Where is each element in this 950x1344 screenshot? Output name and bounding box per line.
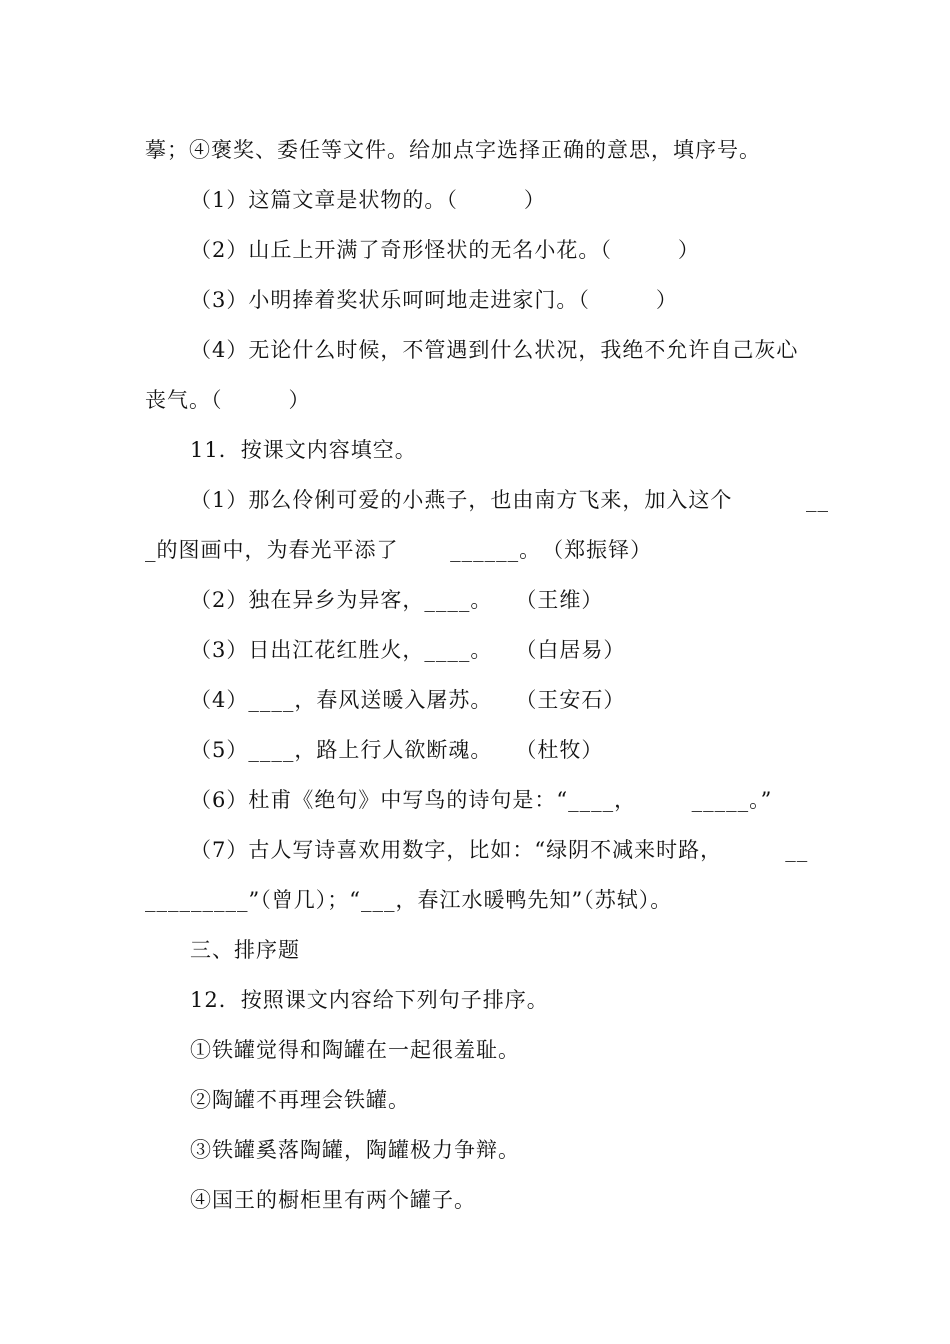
question-heading: 12．按照课文内容给下列句子排序。 xyxy=(190,988,549,1012)
question-item: （3）小明捧着奖状乐呵呵地走进家门。（ ） xyxy=(190,288,678,312)
question-item: （5）____，路上行人欲断魂。 （杜牧） xyxy=(190,738,604,762)
text-line: _的图画中，为春光平添了 ______。 （郑振铎） xyxy=(145,538,653,562)
question-item: （3）日出江花红胜火，____。 （白居易） xyxy=(190,638,626,662)
question-item: （7）古人写诗喜欢用数字，比如：“绿阴不减来时路， __ xyxy=(190,838,809,862)
question-item: （6）杜甫《绝句》中写鸟的诗句是：“____， _____。” xyxy=(190,788,773,812)
question-heading: 11．按课文内容填空。 xyxy=(190,438,417,462)
sort-item: ②陶罐不再理会铁罐。 xyxy=(190,1088,410,1112)
question-item: （2）山丘上开满了奇形怪状的无名小花。（ ） xyxy=(190,238,700,262)
sort-item: ④国王的橱柜里有两个罐子。 xyxy=(190,1188,476,1212)
question-item: （2）独在异乡为异客，____。 （王维） xyxy=(190,588,604,612)
question-item: （4）____，春风送暖入屠苏。 （王安石） xyxy=(190,688,626,712)
question-item: （4）无论什么时候，不管遇到什么状况，我绝不允许自己灰心 xyxy=(190,338,799,362)
question-item: （1）这篇文章是状物的。（ ） xyxy=(190,188,546,212)
text-line: 丧气。（ ） xyxy=(145,388,311,412)
question-item: （1）那么伶俐可爱的小燕子，也由南方飞来，加入这个 __ xyxy=(190,488,830,512)
text-line: _________”（曾几）；“___，春江水暖鸭先知”（苏轼）。 xyxy=(145,888,673,912)
sort-item: ③铁罐奚落陶罐，陶罐极力争辩。 xyxy=(190,1138,520,1162)
text-line: 摹；④褒奖、委任等文件。给加点字选择正确的意思，填序号。 xyxy=(145,138,761,162)
sort-item: ①铁罐觉得和陶罐在一起很羞耻。 xyxy=(190,1038,520,1062)
section-heading: 三、排序题 xyxy=(190,938,300,962)
